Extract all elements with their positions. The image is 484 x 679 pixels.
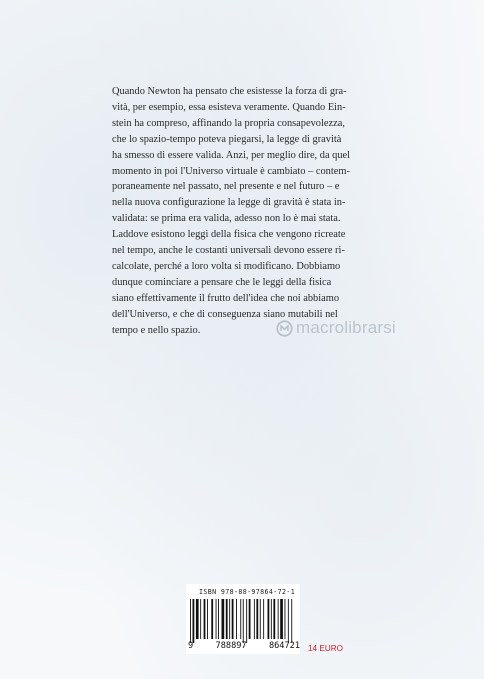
- text-line: Laddove esistono leggi della fisica che vengono ricreate: [112, 229, 346, 241]
- text-line: vità, per esempio, essa esisteva veramente. Quando Ein-: [112, 101, 346, 113]
- barcode-bar: [190, 599, 191, 643]
- barcode-left-group: 788897: [215, 641, 247, 651]
- barcode-bar: [226, 599, 228, 639]
- text-line: che lo spazio-tempo poteva piegarsi, la legge di gravità: [112, 133, 342, 145]
- barcode-first-digit: 9: [188, 641, 194, 651]
- barcode-bar: [222, 599, 225, 639]
- barcode-bar: [271, 599, 272, 639]
- barcode-bar: [211, 599, 213, 639]
- barcode-bar: [256, 599, 258, 639]
- barcode-bar: [207, 599, 208, 639]
- barcode-bar: [193, 599, 195, 643]
- barcode-bar: [260, 599, 261, 639]
- barcode-bar: [200, 599, 201, 639]
- barcode-bar: [263, 599, 264, 639]
- macrolibrarsi-logo-icon: [276, 320, 293, 337]
- text-line: tempo e nello spazio.: [112, 324, 201, 336]
- watermark-text: macrolibrarsi: [296, 318, 396, 337]
- barcode-bar: [229, 599, 230, 639]
- barcode-bar: [232, 599, 234, 639]
- text-line: poraneamente nel passato, nel presente e nel futuro – e: [112, 181, 340, 193]
- barcode-bar: [254, 599, 255, 639]
- text-line: validata: se prima era valida, adesso non lo è mai stata.: [112, 213, 341, 225]
- barcode-bar: [285, 599, 286, 639]
- text-line: ha smesso di essere valida. Anzi, per meglio dire, da quel: [112, 149, 351, 161]
- barcode-bar: [288, 599, 289, 643]
- barcode-bar: [196, 599, 199, 639]
- barcode-right-group: 864721: [268, 641, 300, 651]
- barcode-bar: [218, 599, 219, 639]
- barcode-bar: [240, 599, 241, 639]
- barcode-bar: [243, 599, 244, 643]
- barcode: [188, 599, 298, 643]
- price-label: 14 EURO: [308, 644, 344, 653]
- barcode-bar: [236, 599, 237, 639]
- barcode-bar: [216, 599, 217, 639]
- text-line: stein ha compreso, affinando la propria consapevolezza,: [112, 117, 345, 129]
- barcode-bar: [246, 599, 247, 643]
- text-line: nella nuova configurazione la legge di gravità è stata in-: [112, 197, 346, 209]
- barcode-bar: [280, 599, 283, 639]
- text-line: calcolate, perché a loro volta si modificano. Dobbiamo: [112, 260, 341, 272]
- text-line: dell'Universo, e che di conseguenza siano mutabili nel: [112, 308, 338, 320]
- barcode-bar: [273, 599, 275, 639]
- barcode-bar: [268, 599, 270, 639]
- text-line: nel tempo, anche le costanti universali devono essere ri-: [112, 245, 345, 257]
- barcode-bar: [204, 599, 206, 639]
- text-line: momento in poi l'Universo virtuale è cambiato – contem-: [112, 165, 350, 177]
- barcode-digits: [188, 641, 300, 651]
- barcode-bar: [249, 599, 251, 639]
- text-line: dunque cominciare a pensare che le leggi della fisica: [112, 276, 332, 288]
- text-line: Quando Newton ha pensato che esistesse la forza di gra-: [112, 86, 347, 97]
- back-cover-text: [112, 84, 370, 339]
- isbn-label: ISBN 978-88-97864-72-1: [199, 588, 296, 596]
- barcode-bar: [278, 599, 279, 639]
- barcode-bar: [291, 599, 292, 643]
- text-line: siano effettivamente il frutto dell'idea che noi abbiamo: [112, 292, 340, 304]
- macrolibrarsi-watermark: [276, 318, 396, 338]
